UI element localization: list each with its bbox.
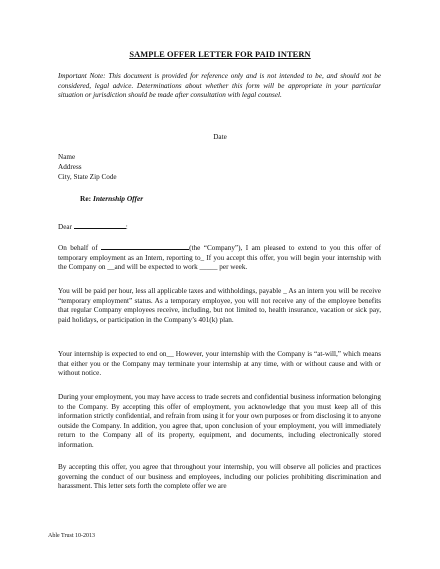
subject-label: Re: xyxy=(80,194,92,203)
recipient-address: Address xyxy=(58,163,82,171)
paragraph-offer xyxy=(58,243,381,273)
footer-text: Able Trust 10-2013 xyxy=(48,533,96,539)
document-title: SAMPLE OFFER LETTER FOR PAID INTERN xyxy=(129,50,311,59)
date-line: Date xyxy=(213,133,227,141)
salutation: Dear : xyxy=(58,223,128,231)
important-note: Important Note: This document is provided for reference only and is not intended to be, and should not be considered, legal advice. Determinations about whether this form will be appropriate in your particular situation or jurisdiction should be made after consultation with legal counsel. xyxy=(58,72,381,100)
paragraph-term: Your internship is expected to end on__ However, your internship with the Company is “at-will,” which means that either you or the Company may terminate your internship at any time, with or without cause and with or without notice. xyxy=(58,350,381,378)
paragraph-confidentiality: During your employment, you may have access to trade secrets and confidential business information belonging to the Company. By accepting this offer of employment, you acknowledge that you must keep all of this information strictly confidential, and refrain from using it for your own purposes or from disclosing it to anyone outside the Company. In addition, you agree that, upon conclusion of your employment, you will immediately return to the Company all of its property, equipment, and documents, including electronically stored information. xyxy=(58,393,381,449)
recipient-city: City, State Zip Code xyxy=(58,173,117,181)
paragraph-offer-lead: On behalf of xyxy=(58,244,98,252)
paragraph-policies: By accepting this offer, you agree that throughout your internship, you will observe all policies and practices governing the conduct of our business and employees, including our policies prohibiting discrimination and harassment. This letter sets forth the complete offer we are xyxy=(58,463,381,491)
subject-line xyxy=(80,194,143,203)
subject-text: Internship Offer xyxy=(92,194,144,203)
salutation-text: Dear xyxy=(58,223,72,231)
recipient-name: Name xyxy=(58,153,76,161)
paragraph-offer-body: (the “Company”), I am pleased to extend to you this offer of temporary employment as an Intern, reporting to_ If you accept this offer, you will begin your internship with the Company on __and will be expected to work _____ per week. xyxy=(58,244,382,272)
salutation-blank xyxy=(74,222,126,229)
paragraph-pay: You will be paid per hour, less all applicable taxes and withholdings, payable _ As an intern you will be receive “temporary employment” status. As a temporary employee, you will not receive any of the employee benefits that regular Company employees receive, including, but not limited to, health insurance, vacation or sick pay, paid holidays, or participation in the Company’s 401(k) plan. xyxy=(58,287,381,324)
company-name-blank xyxy=(101,243,189,250)
